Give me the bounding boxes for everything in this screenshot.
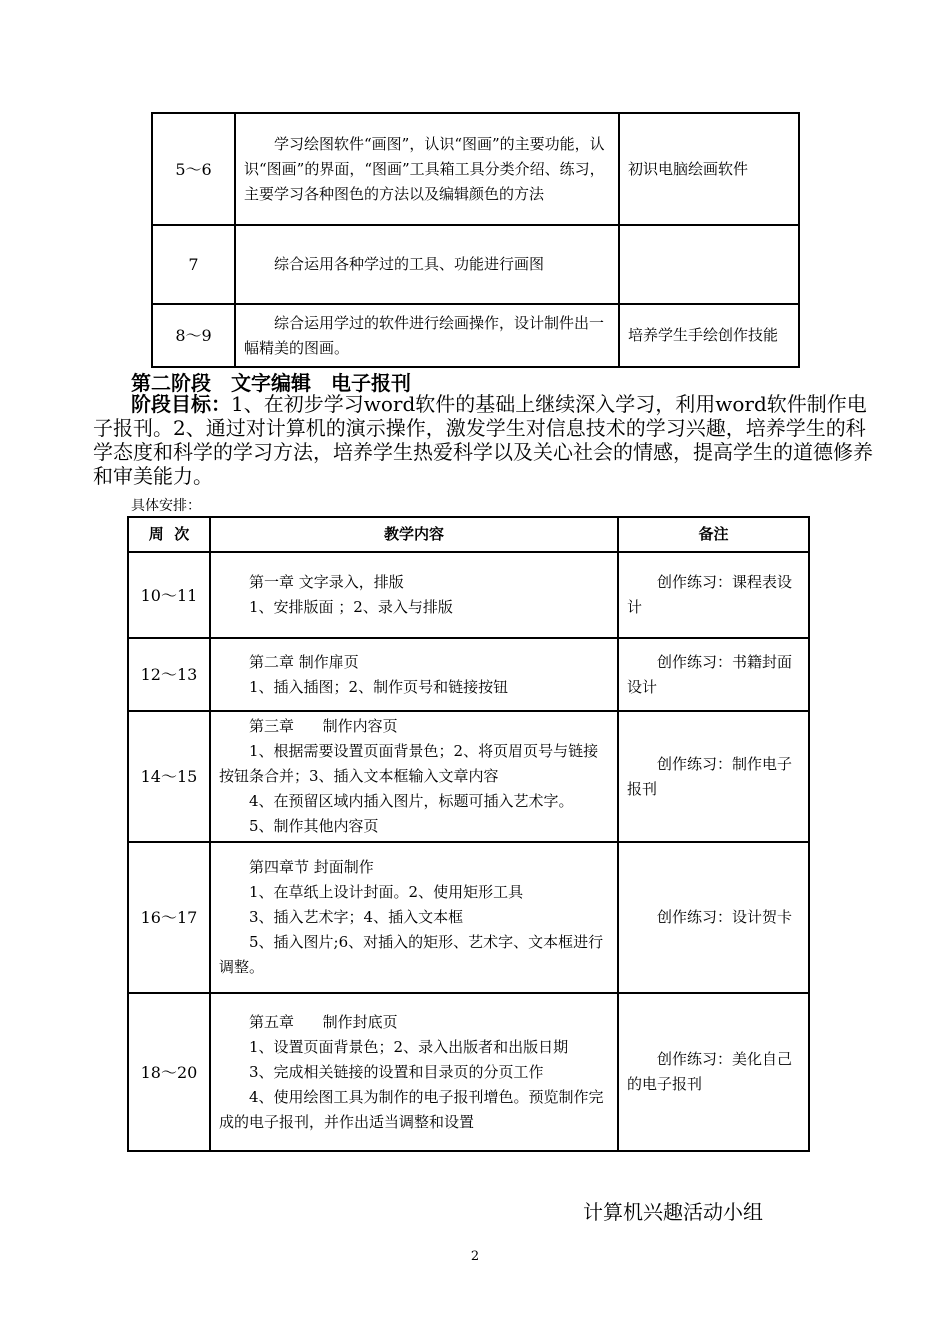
goal-label: 阶段目标： xyxy=(131,392,231,416)
week-cell: 10～11 xyxy=(128,552,210,638)
content-line: 1、设置页面背景色；2、录入出版者和出版日期 xyxy=(249,1037,569,1056)
schedule-label: 具体安排： xyxy=(131,498,201,514)
week-cell: 16～17 xyxy=(128,842,210,993)
header-content: 教学内容 xyxy=(210,517,618,552)
week-cell: 7 xyxy=(152,225,235,304)
week-cell: 18～20 xyxy=(128,993,210,1151)
note-cell: 初识电脑绘画软件 xyxy=(619,113,799,225)
note-cell: 创作练习：设计贺卡 xyxy=(618,842,809,993)
content-line: 第四章节 封面制作 xyxy=(249,858,374,876)
content-line: 3、插入艺术字；4、插入文本框 xyxy=(249,908,464,926)
stage1-schedule-table xyxy=(151,112,800,368)
content-line: 3、完成相关链接的设置和目录页的分页工作 xyxy=(249,1062,544,1081)
note-cell: 创作练习：课程表设计 xyxy=(618,552,809,638)
table-row xyxy=(128,638,809,711)
content-line: 第一章 文字录入，排版 xyxy=(249,573,404,591)
content-cell: 学习绘图软件“画图”，认识“图画”的主要功能，认识“图画”的界面，“图画”工具箱工具分类介绍、练习，主要学习各种图色的方法以及编辑颜色的方法 xyxy=(235,113,619,225)
content-line: 1、根据需要设置页面背景色；2、将页眉页号与链接按钮条合并；3、插入文本框输入文章内容 xyxy=(219,742,599,785)
table-row xyxy=(152,225,799,304)
note-cell: 创作练习：书籍封面设计 xyxy=(618,638,809,711)
note-cell: 培养学生手绘创作技能 xyxy=(619,304,799,367)
content-cell xyxy=(210,993,618,1151)
content-cell: 综合运用学过的软件进行绘画操作，设计制件出一幅精美的图画。 xyxy=(235,304,619,367)
content-line: 4、在预留区域内插入图片，标题可插入艺术字。 xyxy=(249,792,574,810)
table-row xyxy=(152,113,799,225)
table-row xyxy=(152,304,799,367)
table-row xyxy=(128,842,809,993)
stage2-title: 第二阶段 文字编辑 电子报刊 xyxy=(131,371,411,395)
content-line: 1、在草纸上设计封面。2、使用矩形工具 xyxy=(249,883,524,901)
header-week: 周 次 xyxy=(128,517,210,552)
week-cell: 8～9 xyxy=(152,304,235,367)
goal-text: 1、在初步学习word软件的基础上继续深入学习，利用word软件制作电子报刊。2、通过对计算机的演示操作，激发学生对信息技术的学习兴趣，培养学生的科学态度和科学的学习方法，培养学生热爱科学以及关心社会的情感，提高学生的道德修养和审美能力。 xyxy=(93,392,873,488)
content-line: 5、插入图片;6、对插入的矩形、艺术字、文本框进行调整。 xyxy=(219,933,604,976)
content-cell xyxy=(210,638,618,711)
table-row xyxy=(128,993,809,1151)
group-signature: 计算机兴趣活动小组 xyxy=(583,1200,763,1224)
content-line: 5、制作其他内容页 xyxy=(249,817,379,835)
table-header-row xyxy=(128,517,809,552)
content-line: 1、安排版面 ；2、录入与排版 xyxy=(249,598,453,616)
page-number: 2 xyxy=(470,1249,480,1264)
header-note: 备注 xyxy=(618,517,809,552)
content-line: 第三章 制作内容页 xyxy=(249,717,398,735)
content-line: 第二章 制作扉页 xyxy=(249,652,359,671)
table-row xyxy=(128,552,809,638)
note-cell: 创作练习：美化自己的电子报刊 xyxy=(618,993,809,1151)
content-line: 第五章 制作封底页 xyxy=(249,1012,398,1031)
content-cell xyxy=(210,711,618,842)
content-cell: 综合运用各种学过的工具、功能进行画图 xyxy=(235,225,619,304)
table-row xyxy=(128,711,809,842)
week-cell: 12～13 xyxy=(128,638,210,711)
stage2-schedule-table xyxy=(127,516,810,1152)
content-cell xyxy=(210,552,618,638)
week-cell: 5～6 xyxy=(152,113,235,225)
content-line: 4、使用绘图工具为制作的电子报刊增色。预览制作完成的电子报刊，并作出适当调整和设置 xyxy=(219,1087,604,1131)
week-cell: 14～15 xyxy=(128,711,210,842)
note-cell xyxy=(619,225,799,304)
stage2-goal xyxy=(93,392,873,488)
content-cell xyxy=(210,842,618,993)
content-line: 1、插入插图；2、制作页号和链接按钮 xyxy=(249,677,509,696)
note-cell: 创作练习：制作电子报刊 xyxy=(618,711,809,842)
